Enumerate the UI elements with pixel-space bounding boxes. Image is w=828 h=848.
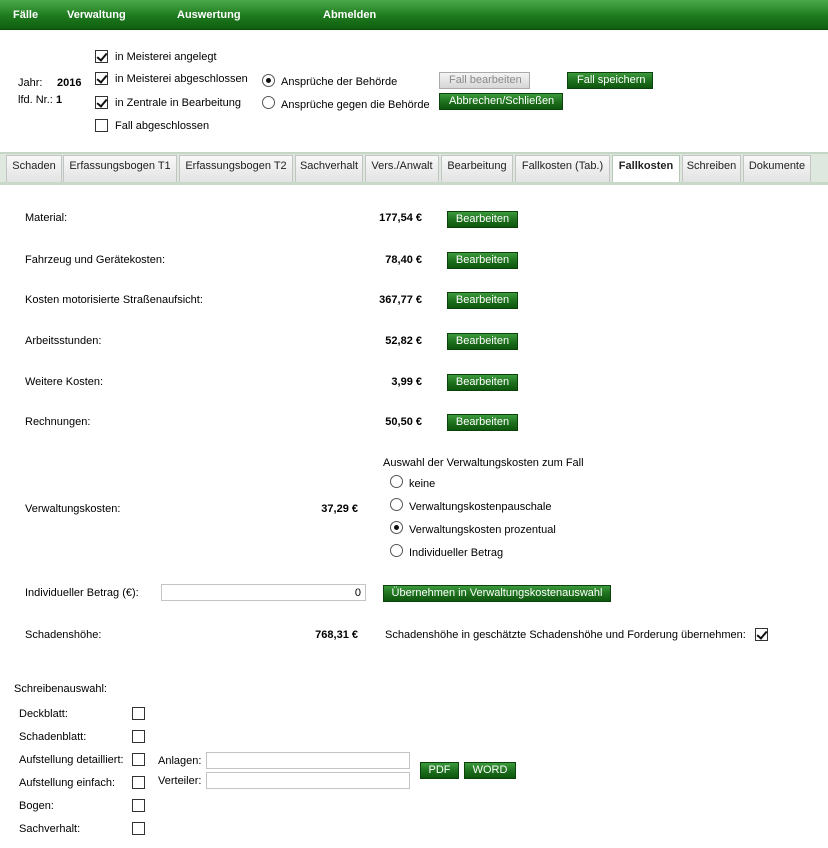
radio-vk-pauschale[interactable] (390, 498, 403, 511)
fall-bearbeiten-button[interactable]: Fall bearbeiten (439, 72, 530, 89)
cost-value-strassenaufsicht: 367,77 € (379, 294, 422, 306)
lfd-nr-label: lfd. Nr.: (18, 94, 53, 106)
tab-dokumente[interactable]: Dokumente (743, 155, 811, 182)
cost-value-weitere: 3,99 € (391, 376, 422, 388)
label-ansprueche-behoerde: Ansprüche der Behörde (281, 76, 398, 88)
cost-label-rechnungen: Rechnungen: (25, 416, 91, 428)
label-vk-prozentual: Verwaltungskosten prozentual (409, 524, 556, 536)
checkbox-aufstellung-detailliert[interactable] (132, 753, 145, 766)
cost-label-strassenaufsicht: Kosten motorisierte Straßenaufsicht: (25, 294, 203, 306)
label-sachverhalt: Sachverhalt: (19, 823, 81, 835)
checkbox-schadenblatt[interactable] (132, 730, 145, 743)
schreibenauswahl-title: Schreibenauswahl: (14, 683, 107, 695)
tab-vers-anwalt[interactable]: Vers./Anwalt (365, 155, 439, 182)
cost-value-fahrzeug: 78,40 € (385, 254, 422, 266)
cost-value-arbeitsstunden: 52,82 € (385, 335, 422, 347)
bearbeiten-button-material[interactable]: Bearbeiten (447, 211, 518, 228)
checkbox-bogen[interactable] (132, 799, 145, 812)
label-ansprueche-gegen-behoerde: Ansprüche gegen die Behörde (281, 99, 430, 111)
label-vk-pauschale: Verwaltungskostenpauschale (409, 501, 552, 513)
menu-verwaltung[interactable]: Verwaltung (67, 9, 126, 21)
bearbeiten-button-rechnungen[interactable]: Bearbeiten (447, 414, 518, 431)
label-meisterei-angelegt: in Meisterei angelegt (115, 51, 217, 63)
fall-speichern-button[interactable]: Fall speichern (567, 72, 653, 89)
label-fall-abgeschlossen: Fall abgeschlossen (115, 120, 210, 132)
checkbox-meisterei-angelegt[interactable] (95, 50, 108, 63)
tab-bearbeitung[interactable]: Bearbeitung (441, 155, 513, 182)
checkbox-sachverhalt[interactable] (132, 822, 145, 835)
anlagen-label: Anlagen: (158, 755, 202, 767)
pdf-button[interactable]: PDF (420, 762, 459, 779)
bearbeiten-button-strassenaufsicht[interactable]: Bearbeiten (447, 292, 518, 309)
verwaltungskosten-auswahl-title: Auswahl der Verwaltungskosten zum Fall (383, 457, 584, 469)
menu-abmelden[interactable]: Abmelden (323, 9, 377, 21)
cost-label-arbeitsstunden: Arbeitsstunden: (25, 335, 102, 347)
word-button[interactable]: WORD (464, 762, 516, 779)
top-menu-bar (0, 0, 828, 30)
tab-erfassungsbogen-t1[interactable]: Erfassungsbogen T1 (63, 155, 177, 182)
label-meisterei-abgeschlossen: in Meisterei abgeschlossen (115, 73, 248, 85)
radio-ansprueche-gegen-behoerde[interactable] (262, 96, 275, 109)
checkbox-deckblatt[interactable] (132, 707, 145, 720)
verwaltungskosten-label: Verwaltungskosten: (25, 503, 121, 515)
label-aufstellung-detailliert: Aufstellung detailliert: (19, 754, 124, 766)
jahr-label: Jahr: (18, 77, 43, 89)
verwaltungskosten-value: 37,29 € (321, 503, 358, 515)
schadenshoehe-uebernehmen-checkbox[interactable] (755, 628, 768, 641)
cost-label-weitere: Weitere Kosten: (25, 376, 104, 388)
label-schadenblatt: Schadenblatt: (19, 731, 87, 743)
anlagen-input[interactable] (206, 752, 410, 769)
bearbeiten-button-weitere[interactable]: Bearbeiten (447, 374, 518, 391)
bearbeiten-button-fahrzeug[interactable]: Bearbeiten (447, 252, 518, 269)
jahr-value: 2016 (57, 77, 82, 89)
tab-fallkosten-tab[interactable]: Fallkosten (Tab.) (515, 155, 610, 182)
radio-vk-individuell[interactable] (390, 544, 403, 557)
checkbox-fall-abgeschlossen[interactable] (95, 119, 108, 132)
checkbox-meisterei-abgeschlossen[interactable] (95, 72, 108, 85)
radio-vk-prozentual[interactable] (390, 521, 403, 534)
tab-underline (0, 182, 828, 185)
abbrechen-schliessen-button[interactable]: Abbrechen/Schließen (439, 93, 563, 110)
schadenshoehe-label: Schadenshöhe: (25, 629, 102, 641)
lfd-nr-value: 1 (56, 94, 63, 106)
verteiler-label: Verteiler: (158, 775, 202, 787)
cost-label-fahrzeug: Fahrzeug und Gerätekosten: (25, 254, 166, 266)
label-vk-individuell: Individueller Betrag (409, 547, 504, 559)
label-zentrale-bearbeitung: in Zentrale in Bearbeitung (115, 97, 241, 109)
verteiler-input[interactable] (206, 772, 410, 789)
checkbox-zentrale-bearbeitung[interactable] (95, 96, 108, 109)
radio-ansprueche-behoerde[interactable] (262, 74, 275, 87)
tab-erfassungsbogen-t2[interactable]: Erfassungsbogen T2 (179, 155, 293, 182)
menu-auswertung[interactable]: Auswertung (177, 9, 241, 21)
label-deckblatt: Deckblatt: (19, 708, 68, 720)
tab-sachverhalt[interactable]: Sachverhalt (295, 155, 363, 182)
checkbox-aufstellung-einfach[interactable] (132, 776, 145, 789)
uebernehmen-verwaltungskostenauswahl-button[interactable]: Übernehmen in Verwaltungskostenauswahl (383, 585, 611, 602)
label-aufstellung-einfach: Aufstellung einfach: (19, 777, 116, 789)
individueller-betrag-input[interactable] (161, 584, 366, 601)
radio-vk-keine[interactable] (390, 475, 403, 488)
cost-value-material: 177,54 € (379, 212, 422, 224)
cost-label-material: Material: (25, 212, 68, 224)
label-vk-keine: keine (409, 478, 436, 490)
label-bogen: Bogen: (19, 800, 54, 812)
bearbeiten-button-arbeitsstunden[interactable]: Bearbeiten (447, 333, 518, 350)
tab-schaden[interactable]: Schaden (6, 155, 62, 182)
cost-value-rechnungen: 50,50 € (385, 416, 422, 428)
schadenshoehe-value: 768,31 € (315, 629, 358, 641)
schadenshoehe-uebernehmen-label: Schadenshöhe in geschätzte Schadenshöhe und Forderung übernehmen: (385, 629, 746, 641)
individueller-betrag-label: Individueller Betrag (€): (25, 587, 139, 599)
menu-faelle[interactable]: Fälle (13, 9, 39, 21)
tab-schreiben[interactable]: Schreiben (682, 155, 741, 182)
tab-fallkosten[interactable]: Fallkosten (612, 155, 680, 184)
